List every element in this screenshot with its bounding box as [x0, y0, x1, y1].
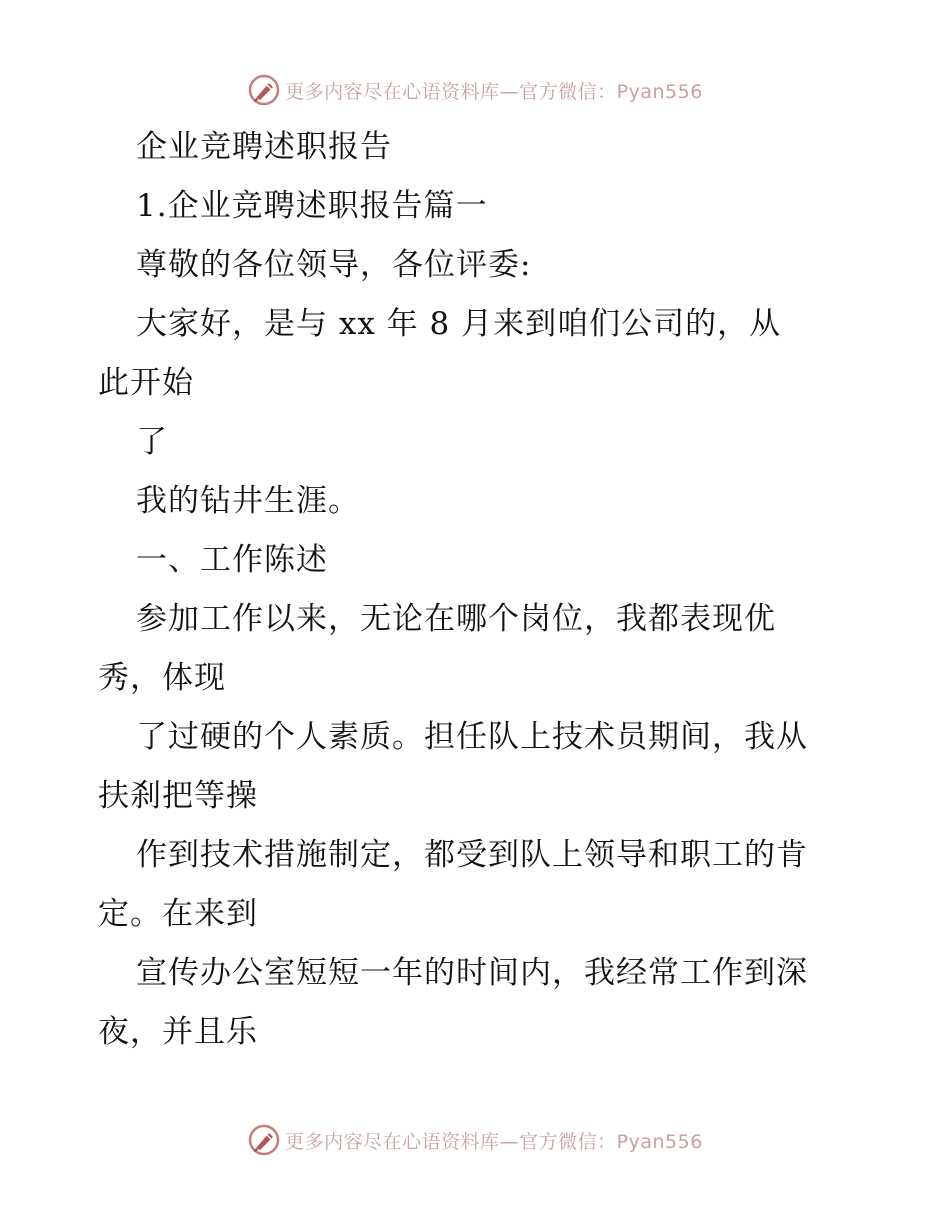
header-watermark: [0, 70, 950, 110]
document-title: 企业竞聘述职报告: [136, 129, 392, 165]
watermark-text: 更多内容尽在心语资料库—官方微信：Pyan556: [285, 80, 703, 103]
pen-logo-icon: [247, 1123, 281, 1157]
paragraph-line: 了: [136, 424, 168, 460]
paragraph-line: 我的钻井生涯。: [136, 483, 360, 519]
paragraph-line: 了过硬的个人素质。担任队上技术员期间，我从: [136, 719, 808, 755]
paragraph-line: 大家好，是与 xx 年 8 月来到咱们公司的，从: [136, 306, 782, 342]
paragraph-line: 参加工作以来，无论在哪个岗位，我都表现优: [136, 601, 776, 637]
paragraph-line: 定。在来到: [98, 896, 258, 932]
pen-logo-icon: [247, 73, 281, 107]
paragraph-line: 扶刹把等操: [98, 778, 258, 814]
subsection-heading: 一、工作陈述: [136, 542, 328, 578]
section-heading: 1.企业竞聘述职报告篇一: [136, 188, 488, 224]
paragraph-line: 秀，体现: [98, 660, 226, 696]
paragraph-line: 此开始: [98, 365, 194, 401]
salutation: 尊敬的各位领导，各位评委:: [136, 247, 532, 283]
paragraph-line: 夜，并且乐: [98, 1014, 258, 1050]
watermark-text: 更多内容尽在心语资料库—官方微信：Pyan556: [285, 1130, 703, 1153]
paragraph-line: 宣传办公室短短一年的时间内，我经常工作到深: [136, 955, 808, 991]
paragraph-line: 作到技术措施制定，都受到队上领导和职工的肯: [136, 837, 808, 873]
footer-watermark: [0, 1120, 950, 1160]
